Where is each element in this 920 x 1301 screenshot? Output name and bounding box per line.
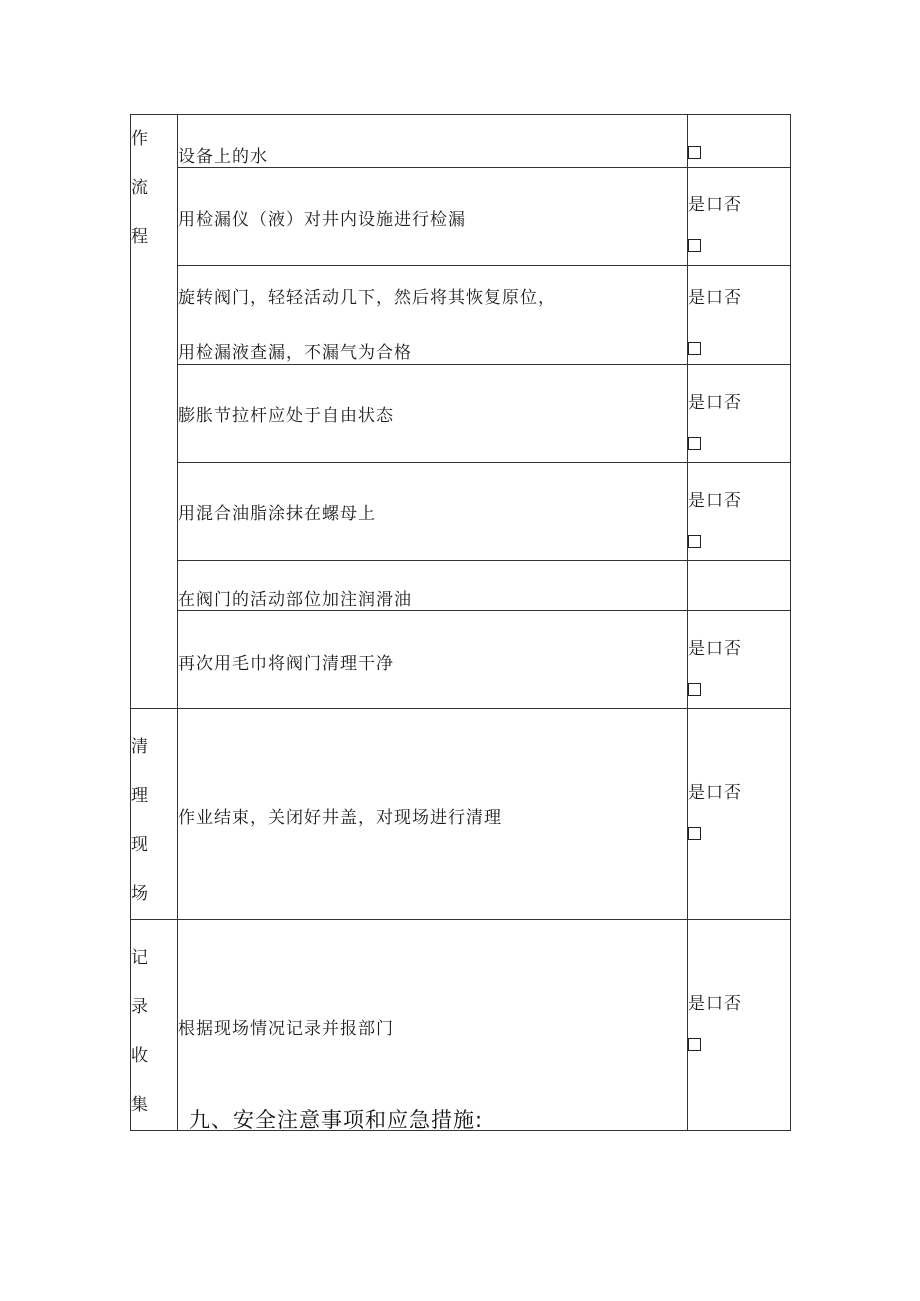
yes-no-label: 是口否 [688,639,742,659]
table-row [131,266,791,365]
check-cell [688,115,791,168]
checkbox[interactable] [688,683,701,696]
task-cell [178,709,688,920]
checkbox[interactable] [688,535,701,548]
stage-char: 现 [131,835,148,855]
procedure-checklist-table [130,114,791,1131]
table-row [131,168,791,266]
checkbox[interactable] [688,342,701,355]
yes-no-label: 是口否 [688,994,742,1014]
stage-char: 场 [131,884,148,904]
stage-char: 集 [131,1095,148,1115]
stage-char: 清 [131,737,148,757]
checkbox[interactable] [688,146,701,159]
task-cell [178,115,688,168]
check-cell [688,266,791,365]
task-text: 用检漏液查漏，不漏气为合格 [178,343,412,363]
stage-cell-cleanup [131,709,178,920]
check-cell [688,365,791,463]
task-text: 在阀门的活动部位加注润滑油 [178,590,412,610]
task-cell [178,463,688,561]
task-text: 根据现场情况记录并报部门 [178,1019,394,1039]
section-heading: 九、安全注意事项和应急措施: [189,1108,484,1132]
table-row [131,365,791,463]
check-cell [688,920,791,1131]
stage-char: 录 [131,997,148,1017]
yes-no-label: 是口否 [688,288,742,308]
task-text: 膨胀节拉杆应处于自由状态 [178,406,394,426]
yes-no-label: 是口否 [688,393,742,413]
checkbox[interactable] [688,437,701,450]
stage-char: 收 [131,1046,148,1066]
check-cell [688,561,791,611]
table-row [131,611,791,709]
table-row [131,115,791,168]
table-row [131,561,791,611]
stage-char: 记 [131,948,148,968]
task-text: 设备上的水 [178,147,268,167]
task-cell [178,611,688,709]
table-row [131,709,791,920]
yes-no-label: 是口否 [688,783,742,803]
task-text: 再次用毛巾将阀门清理干净 [178,654,394,674]
stage-char: 理 [131,786,148,806]
checkbox[interactable] [688,1038,701,1051]
yes-no-label: 是口否 [688,195,742,215]
check-cell [688,611,791,709]
stage-char: 作 [131,129,148,149]
table-row [131,463,791,561]
yes-no-label: 是口否 [688,491,742,511]
task-cell [178,561,688,611]
task-cell [178,920,688,1131]
checkbox[interactable] [688,239,701,252]
stage-char: 程 [131,227,148,247]
check-cell [688,463,791,561]
stage-char: 流 [131,178,148,198]
table-row [131,920,791,1131]
task-cell [178,365,688,463]
check-cell [688,709,791,920]
task-cell [178,168,688,266]
task-cell [178,266,688,365]
checkbox[interactable] [688,827,701,840]
task-text: 用混合油脂涂抹在螺母上 [178,504,376,524]
stage-cell-work-process [131,115,178,709]
stage-cell-record [131,920,178,1131]
task-text: 作业结束，关闭好井盖，对现场进行清理 [178,808,502,828]
task-text: 旋转阀门，轻轻活动几下，然后将其恢复原位， [178,288,556,308]
check-cell [688,168,791,266]
task-text: 用检漏仪（液）对井内设施进行检漏 [178,210,466,230]
